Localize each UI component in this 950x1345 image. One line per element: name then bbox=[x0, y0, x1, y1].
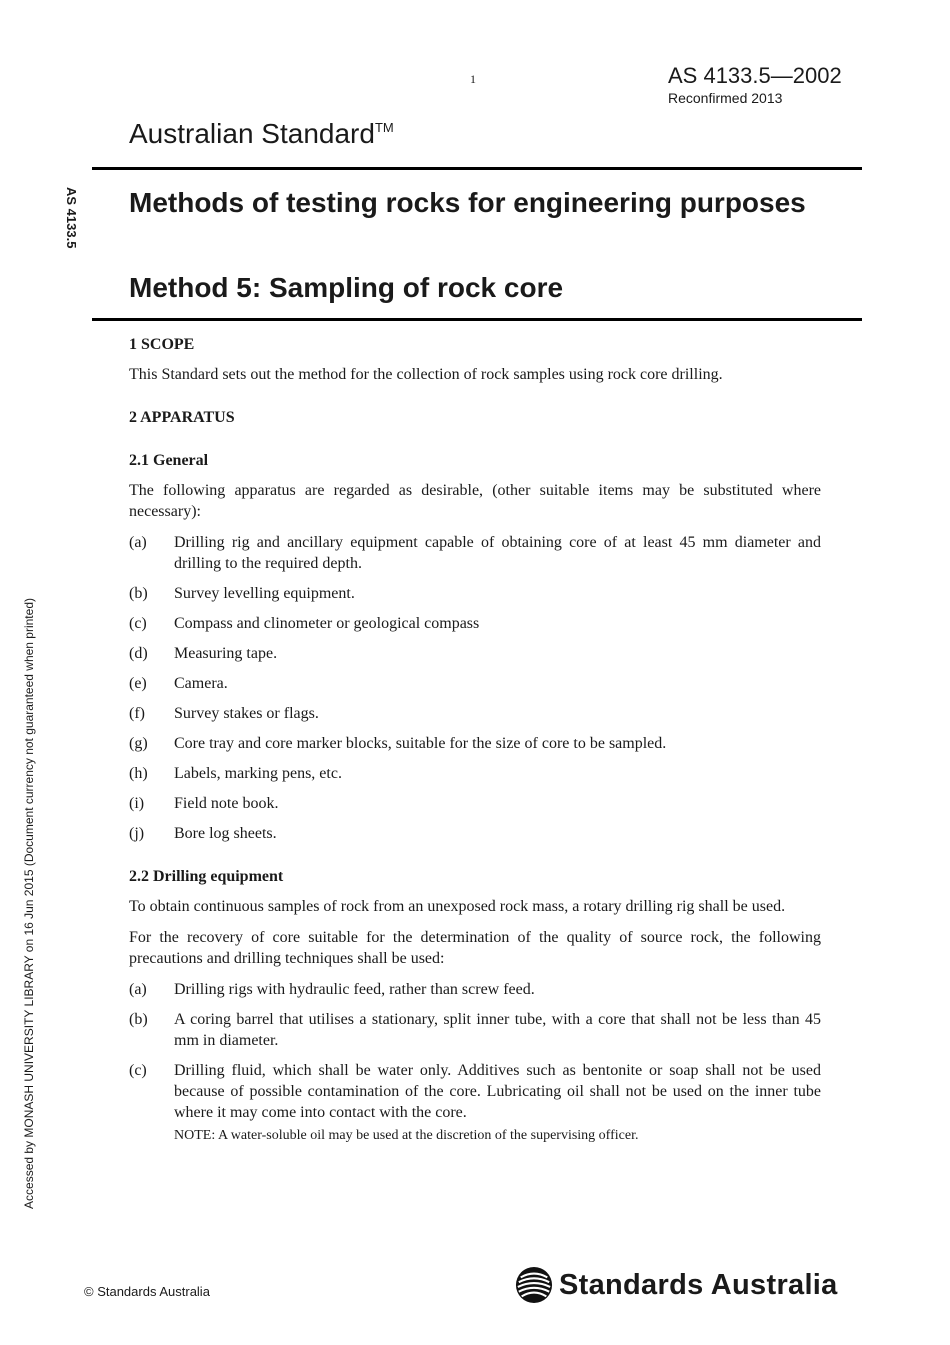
list-item bbox=[129, 1060, 821, 1146]
top-rule bbox=[92, 167, 862, 170]
list-item bbox=[129, 733, 821, 754]
list-item-label: (a) bbox=[129, 534, 147, 551]
list-item bbox=[129, 703, 821, 724]
method-title: Method 5: Sampling of rock core bbox=[129, 272, 564, 303]
drilling-list bbox=[129, 979, 821, 1146]
list-item-label: (h) bbox=[129, 765, 148, 782]
list-item-text: Drilling rigs with hydraulic feed, rather than screw feed. bbox=[174, 981, 535, 998]
apparatus-heading: 2 APPARATUS bbox=[129, 409, 235, 426]
list-item-text: Field note book. bbox=[174, 795, 279, 812]
list-item-label: (j) bbox=[129, 825, 145, 842]
general-heading: 2.1 General bbox=[129, 452, 209, 469]
standard-code: AS 4133.5—2002 bbox=[668, 63, 842, 88]
drilling-para-2: For the recovery of core suitable for the determination of the quality of source rock, the following precautions and drilling techniques shall be used: bbox=[129, 929, 821, 967]
drilling-para-1: To obtain continuous samples of rock from an unexposed rock mass, a rotary drilling rig shall be used. bbox=[129, 898, 786, 915]
list-item bbox=[129, 613, 821, 634]
series-title-text: Australian Standard bbox=[129, 118, 375, 149]
list-item-label: (a) bbox=[129, 981, 147, 998]
apparatus-list bbox=[129, 532, 821, 844]
page-number: 1 bbox=[470, 72, 476, 86]
list-item bbox=[129, 643, 821, 664]
list-item-label: (b) bbox=[129, 1011, 148, 1028]
reconfirmed-label: Reconfirmed 2013 bbox=[668, 90, 783, 106]
list-item bbox=[129, 673, 821, 694]
list-item-label: (d) bbox=[129, 645, 148, 662]
document-title: Methods of testing rocks for engineering purposes bbox=[129, 187, 806, 218]
list-item-text: Survey stakes or flags. bbox=[174, 705, 319, 722]
list-item bbox=[129, 823, 821, 844]
bottom-rule bbox=[92, 318, 862, 321]
scope-text: This Standard sets out the method for the collection of rock samples using rock core drilling. bbox=[129, 366, 723, 383]
access-note: Accessed by MONASH UNIVERSITY LIBRARY on 16 Jun 2015 (Document currency not guaranteed when printed) bbox=[22, 598, 36, 1209]
trademark-mark: TM bbox=[374, 120, 394, 135]
list-item-label: (c) bbox=[129, 615, 147, 632]
list-item-text: Survey levelling equipment. bbox=[174, 585, 355, 602]
list-item-text: Labels, marking pens, etc. bbox=[174, 765, 342, 782]
series-title bbox=[129, 118, 394, 150]
list-item bbox=[129, 763, 821, 784]
scope-heading: 1 SCOPE bbox=[129, 336, 195, 353]
document-body bbox=[129, 334, 821, 1155]
standards-australia-logo bbox=[515, 1264, 838, 1306]
list-item-text: A coring barrel that utilises a stationary, split inner tube, with a core that shall not be less than 45 mm in diameter. bbox=[174, 1011, 821, 1049]
list-item-label: (g) bbox=[129, 735, 148, 752]
list-item-text: Drilling rig and ancillary equipment capable of obtaining core of at least 45 mm diameter and drilling to the required depth. bbox=[174, 534, 821, 572]
side-standard-code: AS 4133.5 bbox=[64, 187, 79, 249]
general-intro: The following apparatus are regarded as desirable, (other suitable items may be substituted where necessary): bbox=[129, 482, 821, 520]
list-item-label: (b) bbox=[129, 585, 148, 602]
list-item-text: Drilling fluid, which shall be water only. Additives such as bentonite or soap shall not be used because of possible contamination of the core. Lubricating oil shall not be used on the inner tube where it may come into contact with the core. bbox=[174, 1062, 821, 1121]
list-item-text: Compass and clinometer or geological compass bbox=[174, 615, 480, 632]
list-item-text: Bore log sheets. bbox=[174, 825, 277, 842]
list-item bbox=[129, 979, 821, 1000]
brand-name: Standards Australia bbox=[559, 1268, 838, 1301]
list-item bbox=[129, 793, 821, 814]
drilling-heading: 2.2 Drilling equipment bbox=[129, 868, 284, 885]
list-item-text: Measuring tape. bbox=[174, 645, 278, 662]
list-item-text: Camera. bbox=[174, 675, 228, 692]
list-item bbox=[129, 1009, 821, 1051]
drilling-note: NOTE: A water-soluble oil may be used at the discretion of the supervising officer. bbox=[174, 1128, 639, 1143]
list-item bbox=[129, 583, 821, 604]
standards-australia-logo-icon bbox=[515, 1266, 553, 1304]
list-item-label: (e) bbox=[129, 675, 147, 692]
list-item-label: (c) bbox=[129, 1062, 147, 1079]
list-item-label: (f) bbox=[129, 705, 145, 722]
list-item bbox=[129, 532, 821, 574]
list-item-label: (i) bbox=[129, 795, 145, 812]
list-item-text: Core tray and core marker blocks, suitable for the size of core to be sampled. bbox=[174, 735, 667, 752]
copyright: © Standards Australia bbox=[84, 1284, 210, 1299]
